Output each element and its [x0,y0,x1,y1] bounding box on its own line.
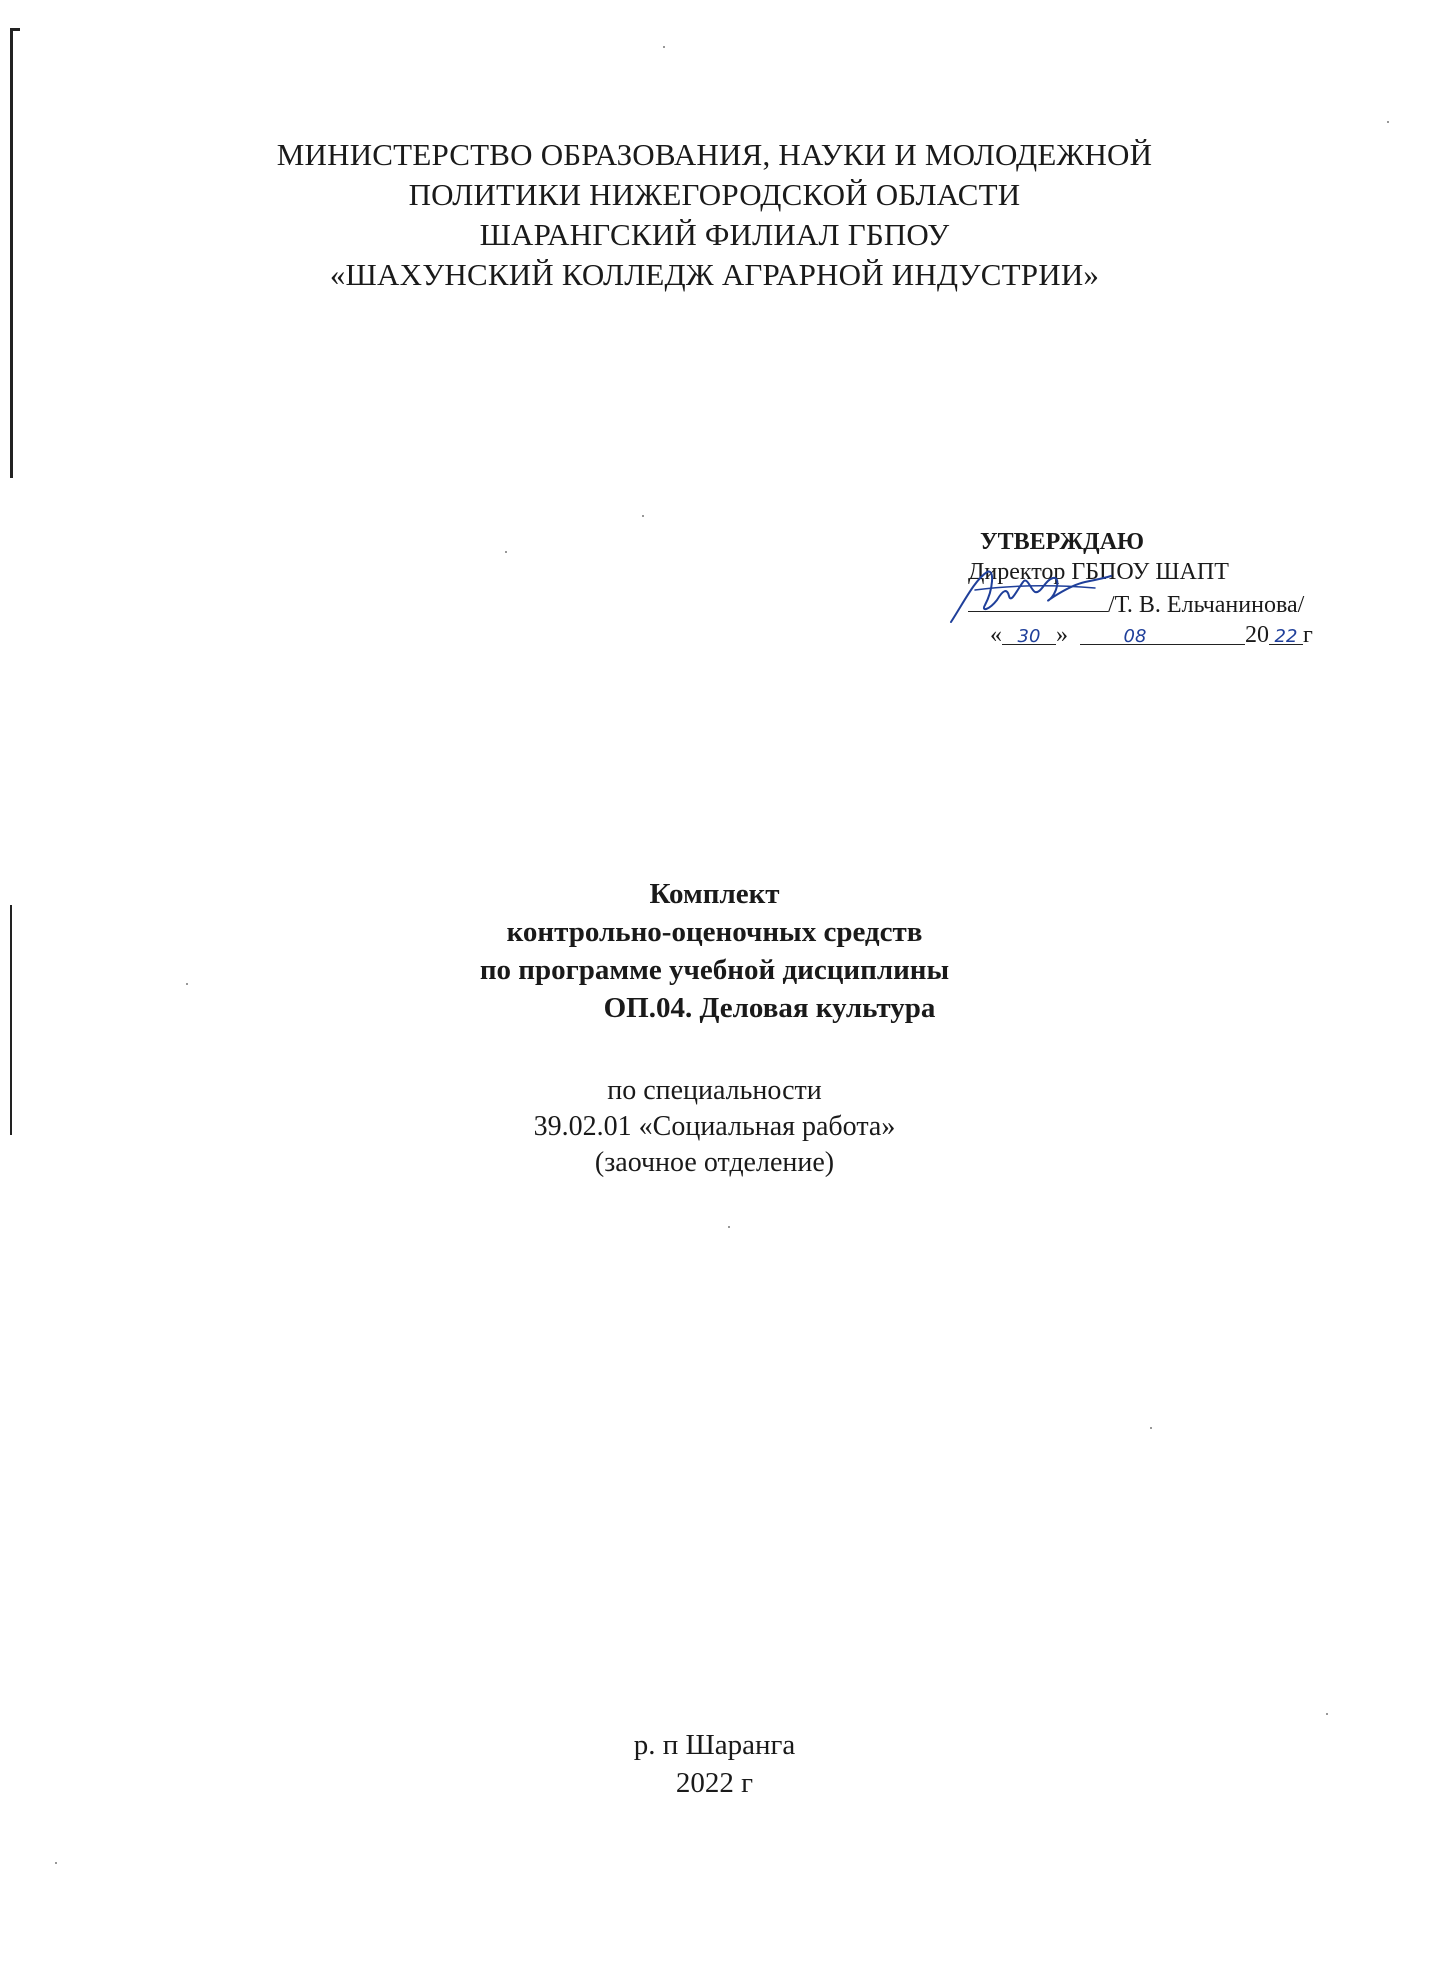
year: 2022 г [675,1767,754,1799]
date-month-handwritten: 08 [1123,626,1147,647]
title-line: по программе учебной дисциплины [479,954,950,986]
scan-speck [728,1226,730,1228]
title-line: контрольно-оценочных средств [506,916,923,948]
scan-speck [505,551,507,553]
header-line: ШАРАНГСКИЙ ФИЛИАЛ ГБПОУ [479,217,950,252]
header-line: ПОЛИТИКИ НИЖЕГОРОДСКОЙ ОБЛАСТИ [408,177,1021,212]
approval-position: Директор ГБПОУ ШАПТ [968,559,1229,585]
scan-speck [663,46,665,48]
ministry-header [0,135,1429,295]
scan-speck [1387,121,1389,123]
scan-speck [55,1862,57,1864]
handwritten-signature [945,560,1115,630]
header-line: МИНИСТЕРСТВО ОБРАЗОВАНИЯ, НАУКИ И МОЛОДЕЖНОЙ [276,137,1153,172]
header-line: «ШАХУНСКИЙ КОЛЛЕДЖ АГРАРНОЙ ИНДУСТРИИ» [329,257,1100,292]
scan-speck [1326,1713,1328,1715]
date-year-prefix: 20 [1245,622,1269,648]
place-and-year [0,1726,1429,1802]
date-year-unit: г [1303,622,1313,648]
place: р. п Шаранга [633,1729,796,1761]
specialty-block [0,1073,1429,1181]
scan-speck [1150,1427,1152,1429]
date-year-handwritten: 22 [1274,626,1298,647]
title-line: ОП.04. Деловая культура [603,992,936,1024]
specialty-line: (заочное отделение) [594,1147,835,1178]
date-close-quote: » [1056,622,1068,648]
specialty-line: 39.02.01 «Социальная работа» [533,1111,896,1142]
document-title [0,875,1429,1027]
approval-name: /Т. В. Ельчанинова/ [1108,592,1305,618]
specialty-line: по специальности [607,1075,822,1106]
date-open-quote: « [990,622,1002,648]
date-year-field [1269,620,1303,645]
scan-speck [642,515,644,517]
approval-title: УТВЕРЖДАЮ [980,529,1145,555]
date-day-handwritten: 30 [1017,626,1041,647]
title-line: Комплект [649,878,780,910]
